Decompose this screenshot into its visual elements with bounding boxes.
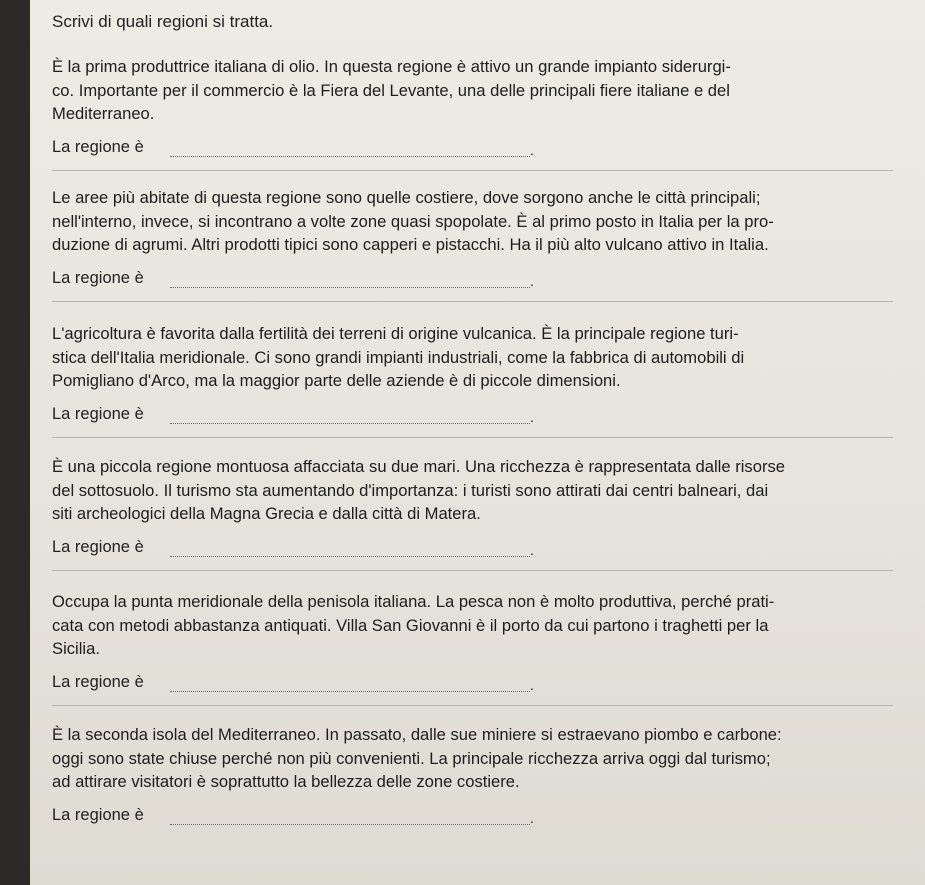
item-text: Le aree più abitate di questa regione sono quelle costiere, dove sorgono anche le città principali; nell'interno, invece, si incontrano a volte zone quasi spopolate. È al primo posto in Italia per la pro- duzione di agrumi. Altri prodotti tipici sono capperi e pistacchi. Ha il più alto vulcano attivo in Italia. [52, 188, 774, 254]
divider [52, 570, 893, 571]
answer-label: La regione è [52, 137, 144, 156]
item-text: È una piccola regione montuosa affacciata su due mari. Una ricchezza è rappresentata dalle risorse del sottosuolo. Il turismo sta aumentando d'importanza: i turisti sono attirati dai centri balneari, dai siti archeologici della Magna Grecia e dalla città di Matera. [52, 457, 785, 523]
exercise-item [52, 590, 911, 699]
divider [52, 705, 893, 706]
answer-line[interactable]: La regione è . [52, 403, 911, 431]
exercise-item [52, 723, 911, 832]
answer-label: La regione è [52, 268, 144, 287]
exercise-instruction: Scrivi di quali regioni si tratta. [52, 12, 274, 31]
item-text: L'agricoltura è favorita dalla fertilità dei terreni di origine vulcanica. È la principale regione turi- stica dell'Italia meridionale. Ci sono grandi impianti industriali, come la fabbrica di automobili di Pomigliano d'Arco, ma la maggior parte delle aziende è di piccole dimensioni. [52, 324, 745, 390]
divider [52, 301, 893, 302]
exercise-item [52, 455, 911, 564]
item-text: È la seconda isola del Mediterraneo. In passato, dalle sue miniere si estraevano piombo e carbone: oggi sono state chiuse perché non più convenienti. La principale ricchezza arriva oggi dal turismo; ad attirare visitatori è soprattutto la bellezza delle zone costiere. [52, 725, 782, 791]
exercise-item [52, 186, 911, 295]
answer-blank[interactable] [170, 824, 530, 825]
answer-line[interactable]: La regione è . [52, 267, 911, 295]
divider [52, 437, 893, 438]
answer-blank[interactable] [170, 156, 530, 157]
item-text: È la prima produttrice italiana di olio. In questa regione è attivo un grande impianto siderurgi- co. Importante per il commercio è la Fiera del Levante, una delle principali fiere italiane e del Mediterraneo. [52, 57, 731, 123]
answer-blank[interactable] [170, 556, 530, 557]
answer-blank[interactable] [170, 287, 530, 288]
divider [52, 170, 893, 171]
answer-line[interactable]: La regione è . [52, 805, 534, 826]
exercise-item [52, 322, 911, 431]
answer-label: La regione è [52, 805, 144, 824]
answer-line[interactable]: La regione è . [52, 536, 911, 564]
answer-line[interactable]: La regione è . [52, 136, 911, 164]
answer-label: La regione è [52, 537, 144, 556]
worksheet-page [30, 0, 925, 885]
answer-label: La regione è [52, 672, 144, 691]
answer-blank[interactable] [170, 423, 530, 424]
answer-line[interactable]: La regione è . [52, 671, 911, 699]
exercise-item [52, 55, 911, 164]
answer-blank[interactable] [170, 691, 530, 692]
answer-label: La regione è [52, 404, 144, 423]
item-text: Occupa la punta meridionale della penisola italiana. La pesca non è molto produttiva, perché prati- cata con metodi abbastanza antiquati. Villa San Giovanni è il porto da cui partono i traghetti per la Sicilia. [52, 592, 775, 658]
